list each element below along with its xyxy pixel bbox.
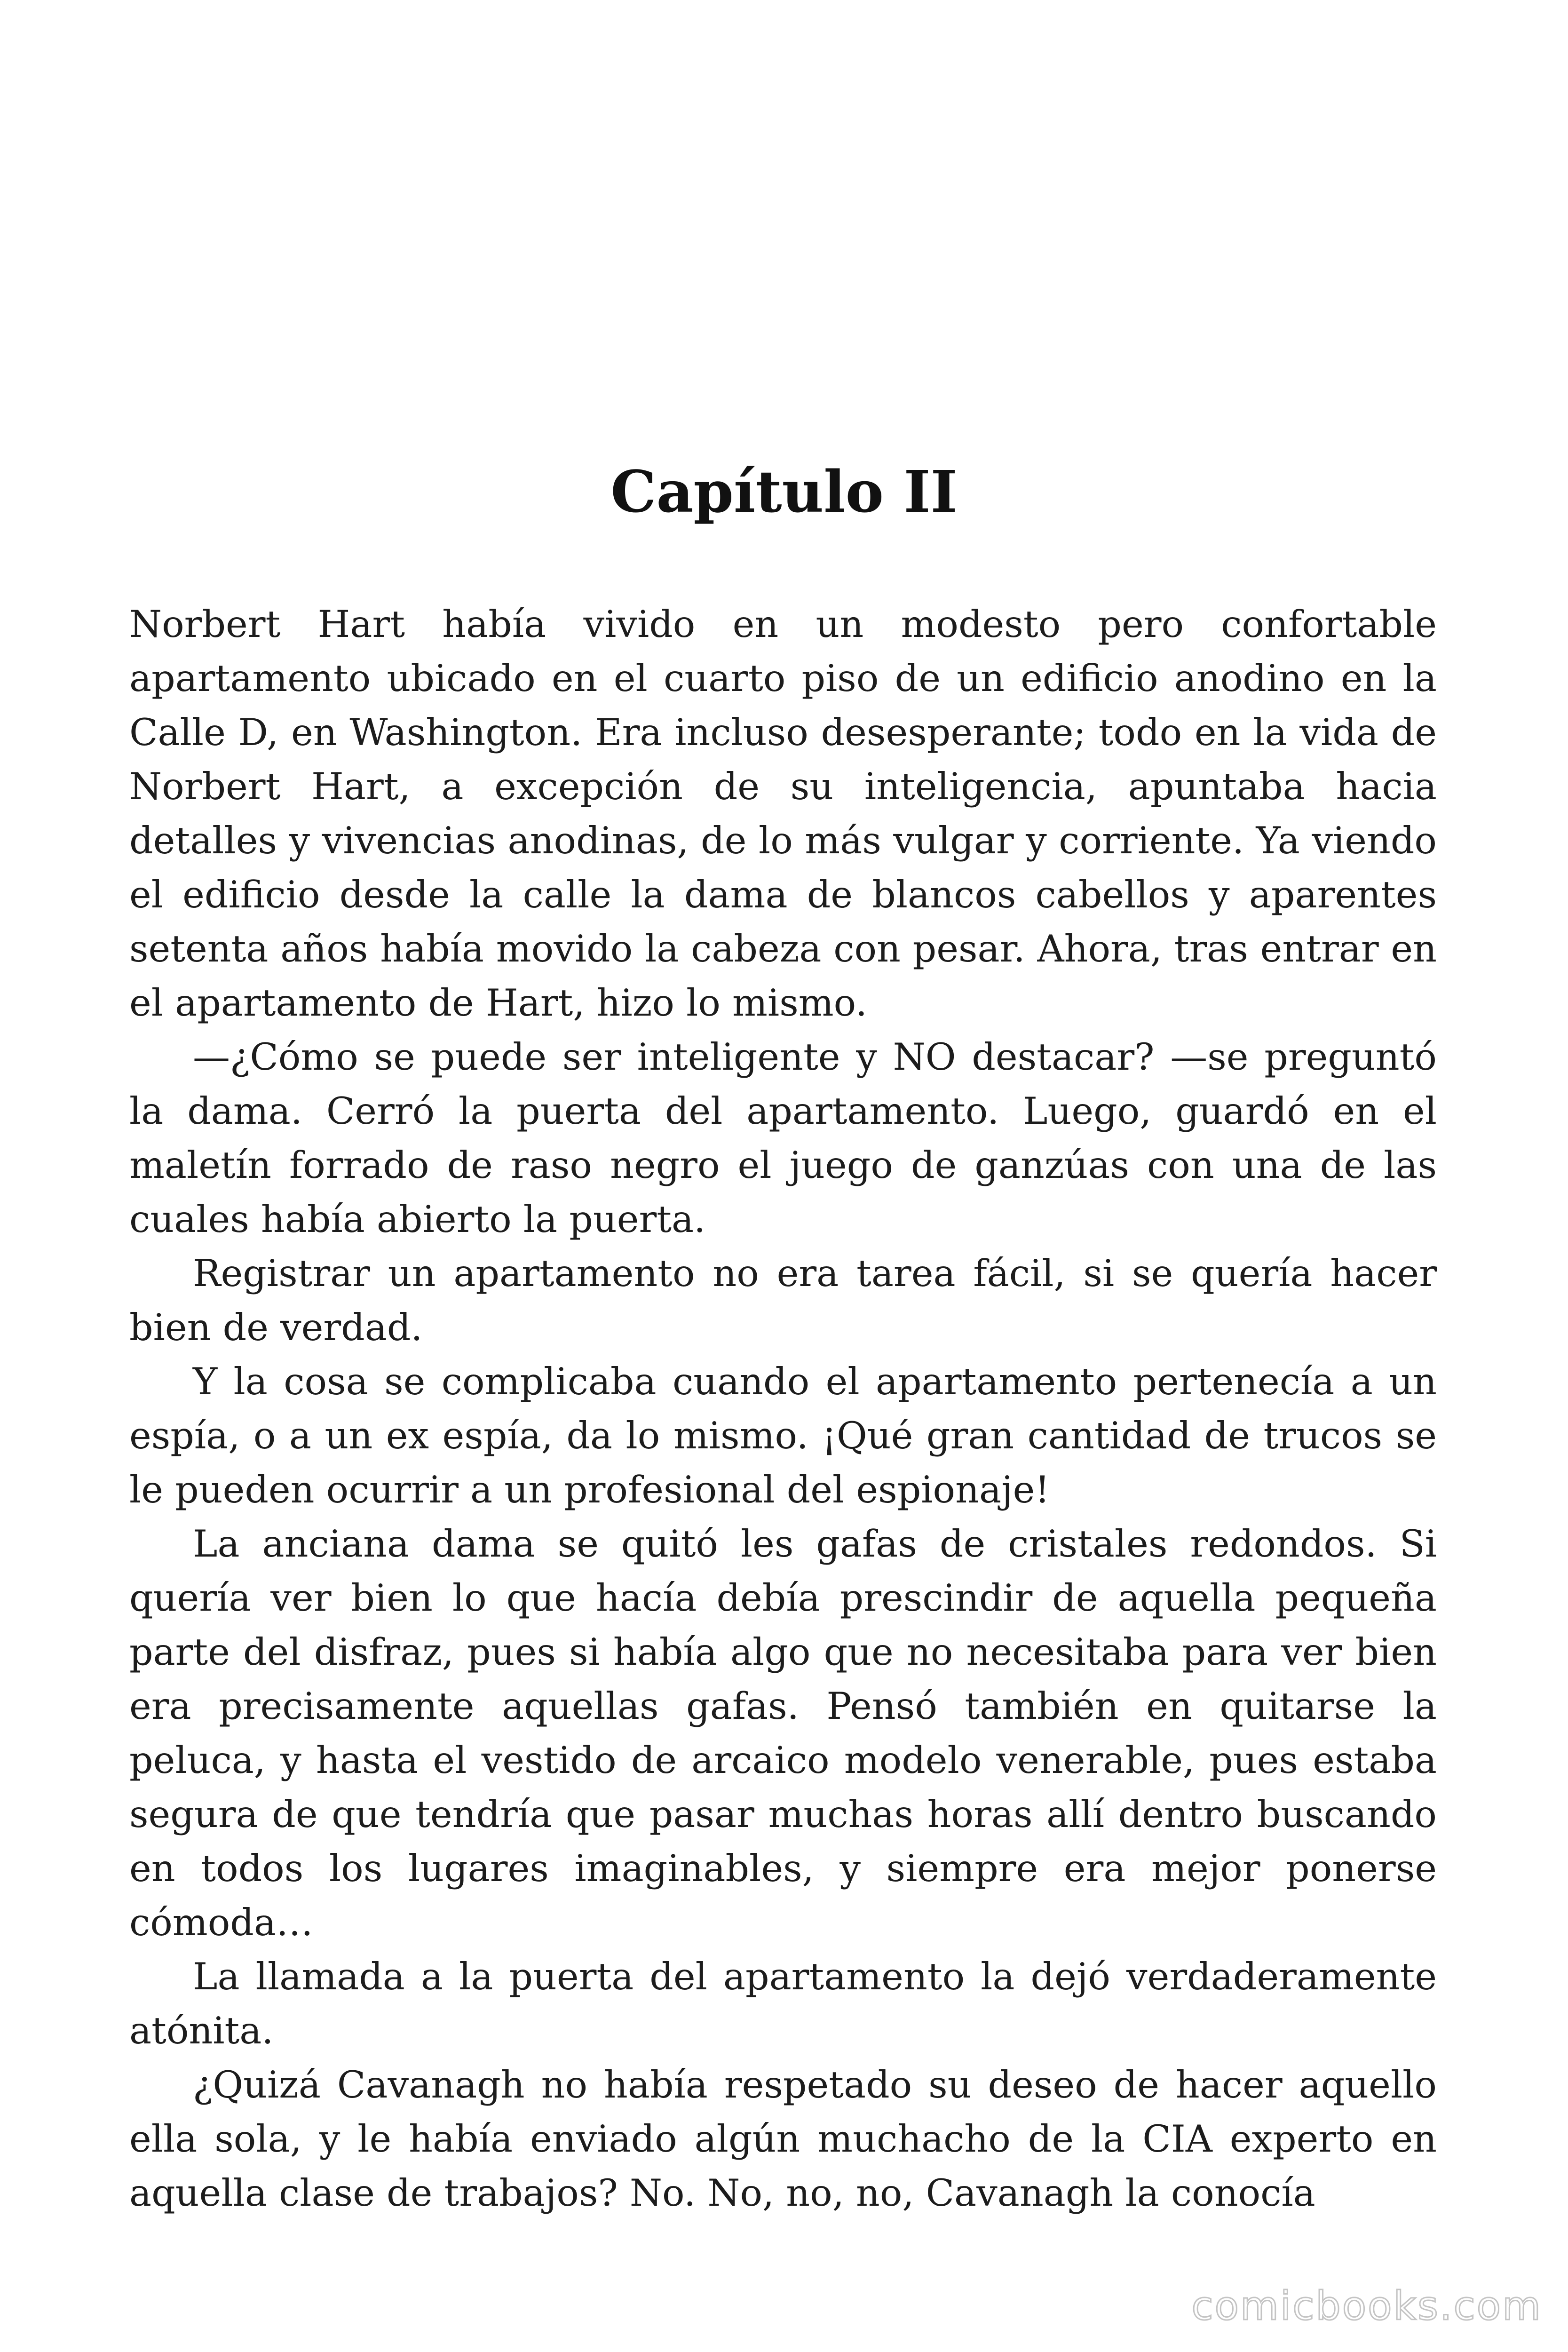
chapter-title: Capítulo II xyxy=(610,458,958,525)
watermark: comicbooks.com xyxy=(1191,2283,1542,2329)
paragraph: —¿Cómo se puede ser inteligente y NO destacar? —se preguntó la dama. Cerró la puerta del apartamento. Luego, guardó en el maletín forrado de raso negro el juego de ganzúas con una de las cuales había abierto la puerta. xyxy=(129,1035,1437,1241)
paragraph: ¿Quizá Cavanagh no había respetado su deseo de hacer aquello ella sola, y le había enviado algún muchacho de la CIA experto en aquella clase de trabajos? No. No, no, no, Cavanagh la conocía xyxy=(129,2063,1437,2215)
body-text xyxy=(129,597,1437,2220)
paragraph: La llamada a la puerta del apartamento la dejó verdaderamente atónita. xyxy=(129,1955,1437,2052)
paragraph: Y la cosa se complicaba cuando el apartamento pertenecía a un espía, o a un ex espía, da lo mismo. ¡Qué gran cantidad de trucos se le pueden ocurrir a un profesional del espionaje! xyxy=(129,1360,1437,1511)
paragraph: Norbert Hart había vivido en un modesto pero confortable apartamento ubicado en el cuarto piso de un edificio anodino en la Calle D, en Washington. Era incluso desesperante; todo en la vida de Norbert Hart, a excepción de su inteligencia, apuntaba hacia detalles y vivencias anodinas, de lo más vulgar y corriente. Ya viendo el edificio desde la calle la dama de blancos cabellos y aparentes setenta años había movido la cabeza con pesar. Ahora, tras entrar en el apartamento de Hart, hizo lo mismo. xyxy=(129,603,1437,1025)
paragraph: Registrar un apartamento no era tarea fácil, si se quería hacer bien de verdad. xyxy=(129,1252,1437,1349)
paragraph: La anciana dama se quitó les gafas de cristales redondos. Si quería ver bien lo que hacía debía prescindir de aquella pequeña parte del disfraz, pues si había algo que no necesitaba para ver bien era precisamente aquellas gafas. Pensó también en quitarse la peluca, y hasta el vestido de arcaico modelo venerable, pues estaba segura de que tendría que pasar muchas horas allí dentro buscando en todos los lugares imaginables, y siempre era mejor ponerse cómoda… xyxy=(129,1522,1437,1944)
